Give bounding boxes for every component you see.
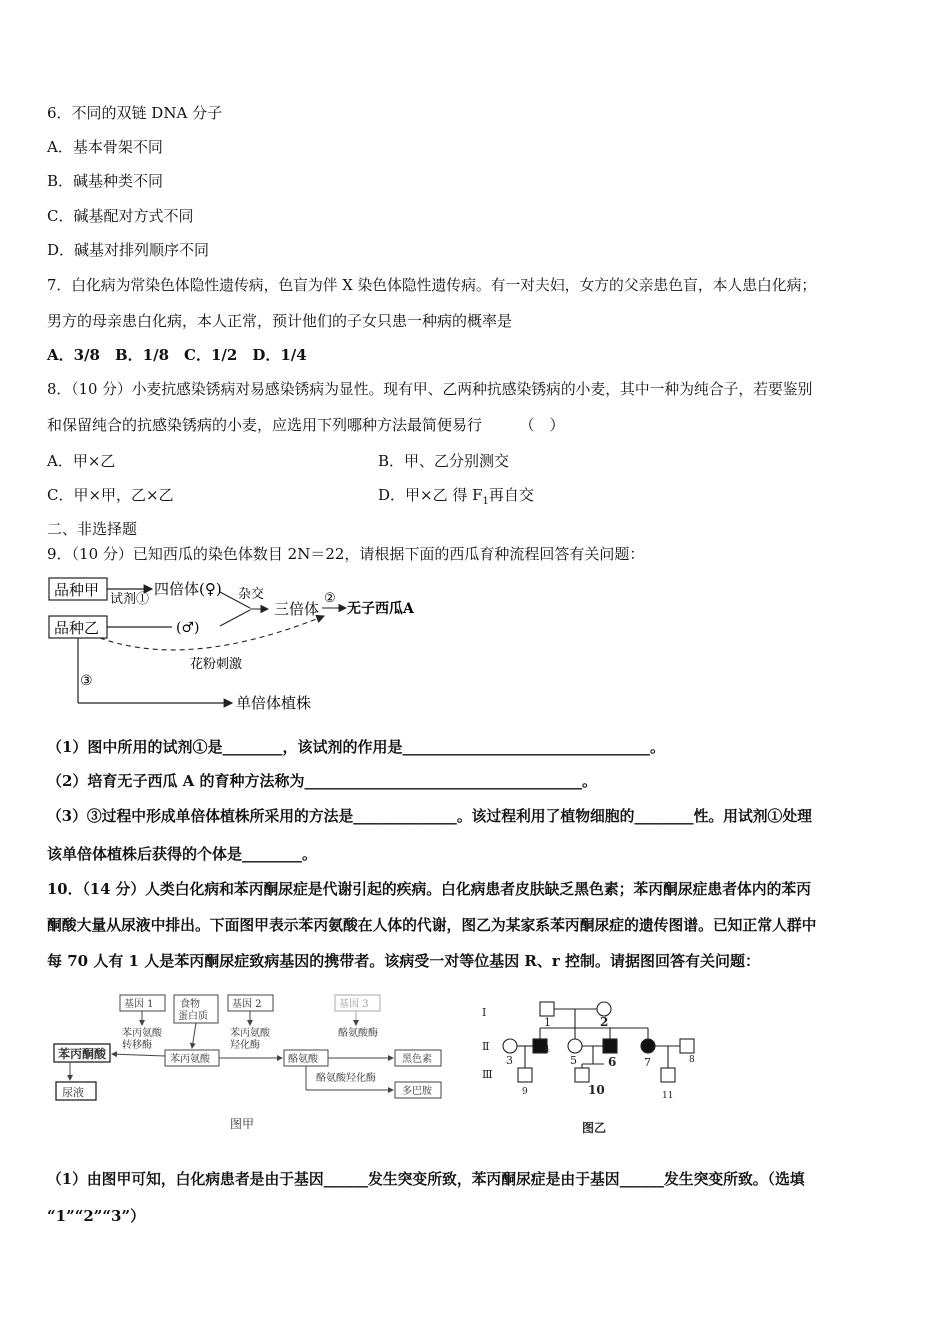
q9-sub1: （1）图中所用的试剂①是________，该试剂的作用是_________________________________。 — [47, 738, 665, 756]
id-3: 3 — [506, 1054, 513, 1067]
individual-2 — [597, 1002, 611, 1016]
enzyme1-label-1: 苯丙氨酸 — [122, 1028, 162, 1039]
haploid-label: 单倍体植株 — [236, 694, 312, 712]
ppa-label: 苯丙酮酸 — [58, 1047, 107, 1061]
enzyme3-label: 酪氨酸酶 — [338, 1028, 378, 1039]
fig-a-caption: 图甲 — [230, 1117, 255, 1131]
reagent-label: 试剂① — [110, 592, 150, 607]
food-label-2: 蛋白质 — [178, 1011, 208, 1022]
metabolism-figure — [50, 990, 470, 1140]
q8-option-a: A．甲×乙 — [47, 452, 116, 470]
tetraploid-label: 四倍体(♀) — [154, 580, 222, 598]
q8-option-d: D．甲×乙 得 $F_1$再自交 — [378, 486, 534, 507]
gen-1-label: Ⅰ — [482, 1006, 487, 1019]
q7-line2: 男方的母亲患白化病，本人正常，预计他们的子女只患一种病的概率是 — [47, 312, 513, 330]
q7-options: A．3/8 B．1/8 C．1/2 D．1/4 — [47, 346, 307, 364]
step3-label: ③ — [80, 673, 93, 689]
variety-b-label: 品种乙 — [54, 619, 100, 637]
enzyme1-label-2: 转移酶 — [122, 1040, 152, 1051]
individual-3 — [503, 1039, 517, 1053]
q9-sub3-line2: 该单倍体植株后获得的个体是________。 — [47, 845, 318, 863]
breeding-flow-diagram — [40, 570, 460, 720]
individual-5 — [568, 1039, 582, 1053]
q10-line1: 10．（14 分）人类白化病和苯丙酮尿症是代谢引起的疾病。白化病患者皮肤缺乏黑色素；苯丙酮尿症患者体内的苯丙 — [47, 881, 811, 898]
q6-option-a: A．基本骨架不同 — [47, 138, 163, 156]
gene2-label: 基因 2 — [232, 999, 262, 1010]
id-10: 10 — [588, 1083, 605, 1097]
q9-sub2: （2）培育无子西瓜 A 的育种方法称为_____________________________________。 — [47, 772, 598, 790]
phe-label: 苯丙氨酸 — [170, 1054, 210, 1065]
step2-label: ② — [324, 591, 336, 606]
individual-10 — [575, 1068, 589, 1082]
id-8: 8 — [689, 1055, 695, 1065]
q8-option-c: C．甲×甲，乙×乙 — [47, 486, 174, 504]
q6-option-d: D．碱基对排列顺序不同 — [47, 241, 210, 259]
q10-sub1-line2: “1”“2”“3”） — [47, 1207, 146, 1225]
q10-sub1-line1: （1）由图甲可知，白化病患者是由于基因______发生突变所致，苯丙酮尿症是由于基因______发生突变所致。（选填 — [47, 1171, 805, 1188]
variety-a-label: 品种甲 — [54, 581, 100, 599]
q6-option-c: C．碱基配对方式不同 — [47, 207, 194, 225]
section-heading: 二、非选择题 — [47, 520, 138, 538]
individual-1 — [540, 1002, 554, 1016]
enzyme2-label-1: 苯丙氨酸 — [230, 1028, 270, 1039]
individual-11 — [661, 1068, 675, 1082]
enzyme2-label-2: 羟化酶 — [230, 1040, 260, 1051]
q10-line2: 酮酸大量从尿液中排出。下面图甲表示苯丙氨酸在人体的代谢，图乙为某家系苯丙酮尿症的遗传图谱。已知正常人群中 — [47, 917, 817, 934]
gene3-label: 基因 3 — [339, 999, 369, 1010]
q8-option-b: B．甲、乙分别测交 — [378, 452, 510, 470]
male-label: (♂) — [176, 620, 200, 636]
pedigree-figure — [470, 990, 710, 1140]
id-11: 11 — [662, 1091, 674, 1101]
cross-label: 杂交 — [238, 587, 265, 602]
seedless-label: 无子西瓜A — [347, 601, 414, 617]
id-7: 7 — [644, 1056, 651, 1069]
food-label-1: 食物 — [180, 999, 200, 1010]
q6-option-b: B．碱基种类不同 — [47, 172, 164, 190]
urine-label: 尿液 — [62, 1086, 84, 1099]
q9-sub3-line1: （3）③过程中形成单倍体植株所采用的方法是______________。该过程利用了植物细胞的________性。用试剂①处理 — [47, 808, 812, 825]
pollen-dashed-arrow — [100, 616, 324, 650]
id-4: 4 — [544, 1045, 550, 1055]
id-5: 5 — [570, 1054, 577, 1067]
q8-line2: 和保留纯合的抗感染锈病的小麦，应选用下列哪种方法最简便易行 （ ） — [47, 416, 565, 434]
q8-line1: 8．（10 分）小麦抗感染锈病对易感染锈病为显性。现有甲、乙两种抗感染锈病的小麦，其中一种为纯合子，若要鉴别 — [47, 381, 813, 398]
id-1: 1 — [544, 1016, 551, 1029]
q10-line3: 每 70 人有 1 人是苯丙酮尿症致病基因的携带者。该病受一对等位基因 R、r 控制。请据图回答有关问题： — [47, 952, 761, 970]
fig-b-caption: 图乙 — [582, 1121, 607, 1135]
gen-3-label: Ⅲ — [482, 1068, 493, 1081]
tyr-label: 酪氨酸 — [288, 1054, 318, 1065]
gene1-label: 基因 1 — [124, 999, 154, 1010]
individual-9 — [518, 1068, 532, 1082]
id-2: 2 — [600, 1015, 609, 1029]
individual-8 — [680, 1039, 694, 1053]
q9-stem: 9．（10 分）已知西瓜的染色体数目 2N＝22，请根据下面的西瓜育种流程回答有关问题： — [47, 545, 645, 563]
individual-7 — [641, 1039, 655, 1053]
dopamine-label: 多巴胺 — [402, 1086, 432, 1097]
melanin-label: 黑色素 — [402, 1054, 432, 1065]
q7-line1: 7．白化病为常染色体隐性遗传病，色盲为伴 X 染色体隐性遗传病。有一对夫妇，女方的父亲患色盲，本人患白化病； — [47, 277, 817, 294]
q6-stem: 6．不同的双链 DNA 分子 — [47, 104, 223, 122]
id-6: 6 — [608, 1055, 617, 1069]
id-9: 9 — [522, 1087, 528, 1097]
gen-2-label: Ⅱ — [482, 1040, 490, 1053]
pollen-label: 花粉刺激 — [190, 657, 243, 672]
enzyme4-label: 酪氨酸羟化酶 — [316, 1073, 376, 1084]
cross-line-bottom — [220, 610, 250, 626]
triploid-label: 三倍体 — [274, 600, 320, 618]
individual-6 — [603, 1039, 617, 1053]
